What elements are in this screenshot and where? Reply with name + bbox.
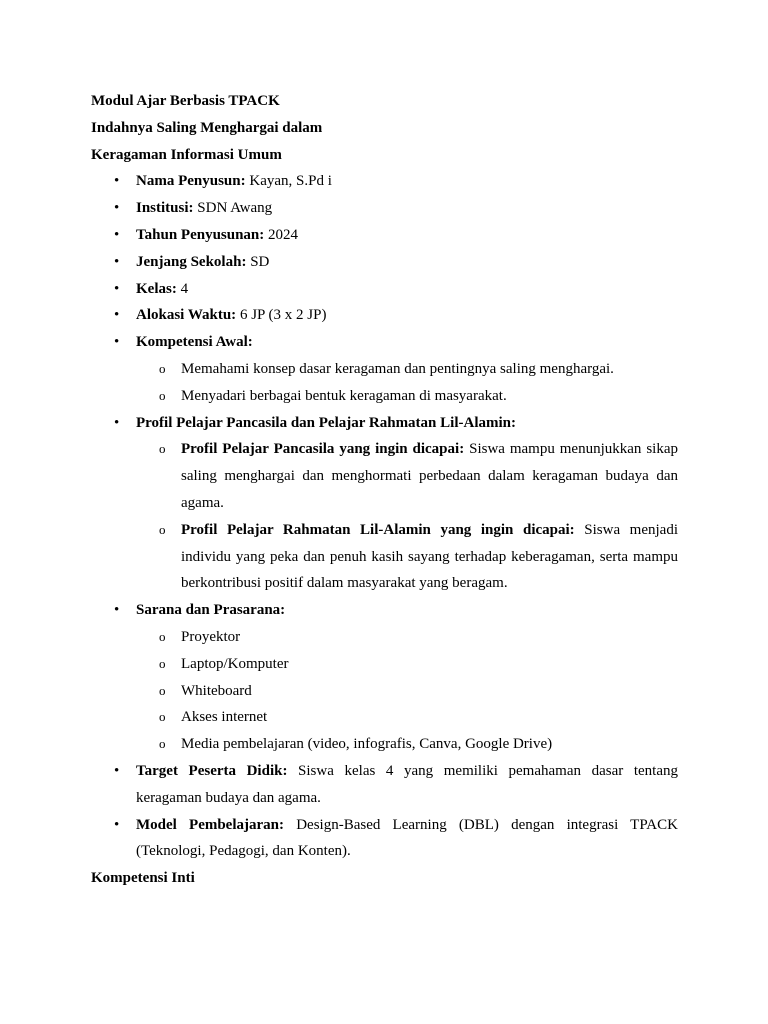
sarana-section (91, 597, 678, 758)
info-alokasi (91, 302, 678, 329)
kompetensi-awal-item: o Menyadari berbagai bentuk keragaman di masyarakat. (136, 383, 678, 410)
kelas-label: Kelas: (136, 280, 177, 297)
alokasi-value: 6 JP (3 x 2 JP) (236, 307, 327, 324)
kompetensi-awal-item: o Memahami konsep dasar keragaman dan pentingnya saling menghargai. (136, 356, 678, 383)
general-info-list (91, 168, 678, 865)
sarana-item: o Laptop/Komputer (136, 651, 678, 678)
model-text: Design-Based Learning (DBL) dengan integrasi TPACK (Teknologi, Pedagogi, dan Konten). (136, 816, 678, 860)
tahun-value: 2024 (264, 226, 299, 243)
jenjang-label: Jenjang Sekolah: (136, 253, 247, 270)
kompetensi-awal-section (91, 329, 678, 409)
document-title-line-3: Keragaman Informasi Umum (91, 146, 282, 163)
target-text: Siswa kelas 4 yang memiliki pemahaman dasar tentang keragaman budaya dan agama. (136, 762, 678, 806)
institusi-label: Institusi: (136, 200, 194, 217)
document-title-line-1: Modul Ajar Berbasis TPACK (91, 93, 280, 109)
sarana-item: o Proyektor (136, 624, 678, 651)
profil-list (136, 436, 678, 597)
profil-section (91, 410, 678, 598)
model-label: Model Pembelajaran: (136, 816, 284, 833)
document-content (91, 88, 678, 892)
document-title-line-2: Indahnya Saling Menghargai dalam (91, 119, 323, 136)
sarana-item: o Media pembelajaran (video, infografis, Canva, Google Drive) (136, 731, 678, 758)
target-label: Target Peserta Didik: (136, 762, 288, 779)
info-jenjang (91, 249, 678, 276)
profil-rahmatan-text: Siswa menjadi individu yang peka dan penuh kasih sayang terhadap keberagaman, serta mampu berkontribusi positif dalam masyarakat yang beragam. (181, 521, 679, 592)
penyusun-value: Kayan, S.Pd i (245, 173, 332, 190)
profil-pancasila-label: Profil Pelajar Pancasila yang ingin dicapai: (181, 441, 465, 458)
info-institusi (91, 195, 678, 222)
jenjang-value: SD (246, 253, 270, 270)
sarana-label: Sarana dan Prasarana: (136, 602, 286, 619)
target-section (91, 758, 678, 812)
sarana-list (136, 624, 678, 758)
profil-rahmatan-label: Profil Pelajar Rahmatan Lil-Alamin yang ingin dicapai: (181, 521, 575, 538)
kompetensi-awal-label: Kompetensi Awal: (136, 334, 253, 351)
penyusun-label: Nama Penyusun: (136, 173, 246, 190)
profil-rahmatan-item (136, 517, 678, 597)
sarana-item: o Akses internet (136, 704, 678, 731)
kompetensi-awal-list (136, 356, 678, 410)
profil-pancasila-text: Siswa mampu menunjukkan sikap saling menghargai dan menghormati perbedaan dalam keragaman budaya dan agama. (181, 441, 678, 511)
profil-pancasila-item (136, 436, 678, 516)
profil-label: Profil Pelajar Pancasila dan Pelajar Rahmatan Lil-Alamin: (136, 414, 516, 431)
institusi-value: SDN Awang (193, 200, 273, 217)
info-tahun (91, 222, 678, 249)
kompetensi-inti-heading: Kompetensi Inti (91, 870, 195, 887)
sarana-item: o Whiteboard (136, 678, 678, 705)
model-section (91, 812, 678, 866)
kelas-value: 4 (176, 280, 189, 297)
info-penyusun (91, 168, 678, 195)
tahun-label: Tahun Penyusunan: (136, 226, 265, 243)
info-kelas (91, 276, 678, 303)
alokasi-label: Alokasi Waktu: (136, 307, 237, 324)
